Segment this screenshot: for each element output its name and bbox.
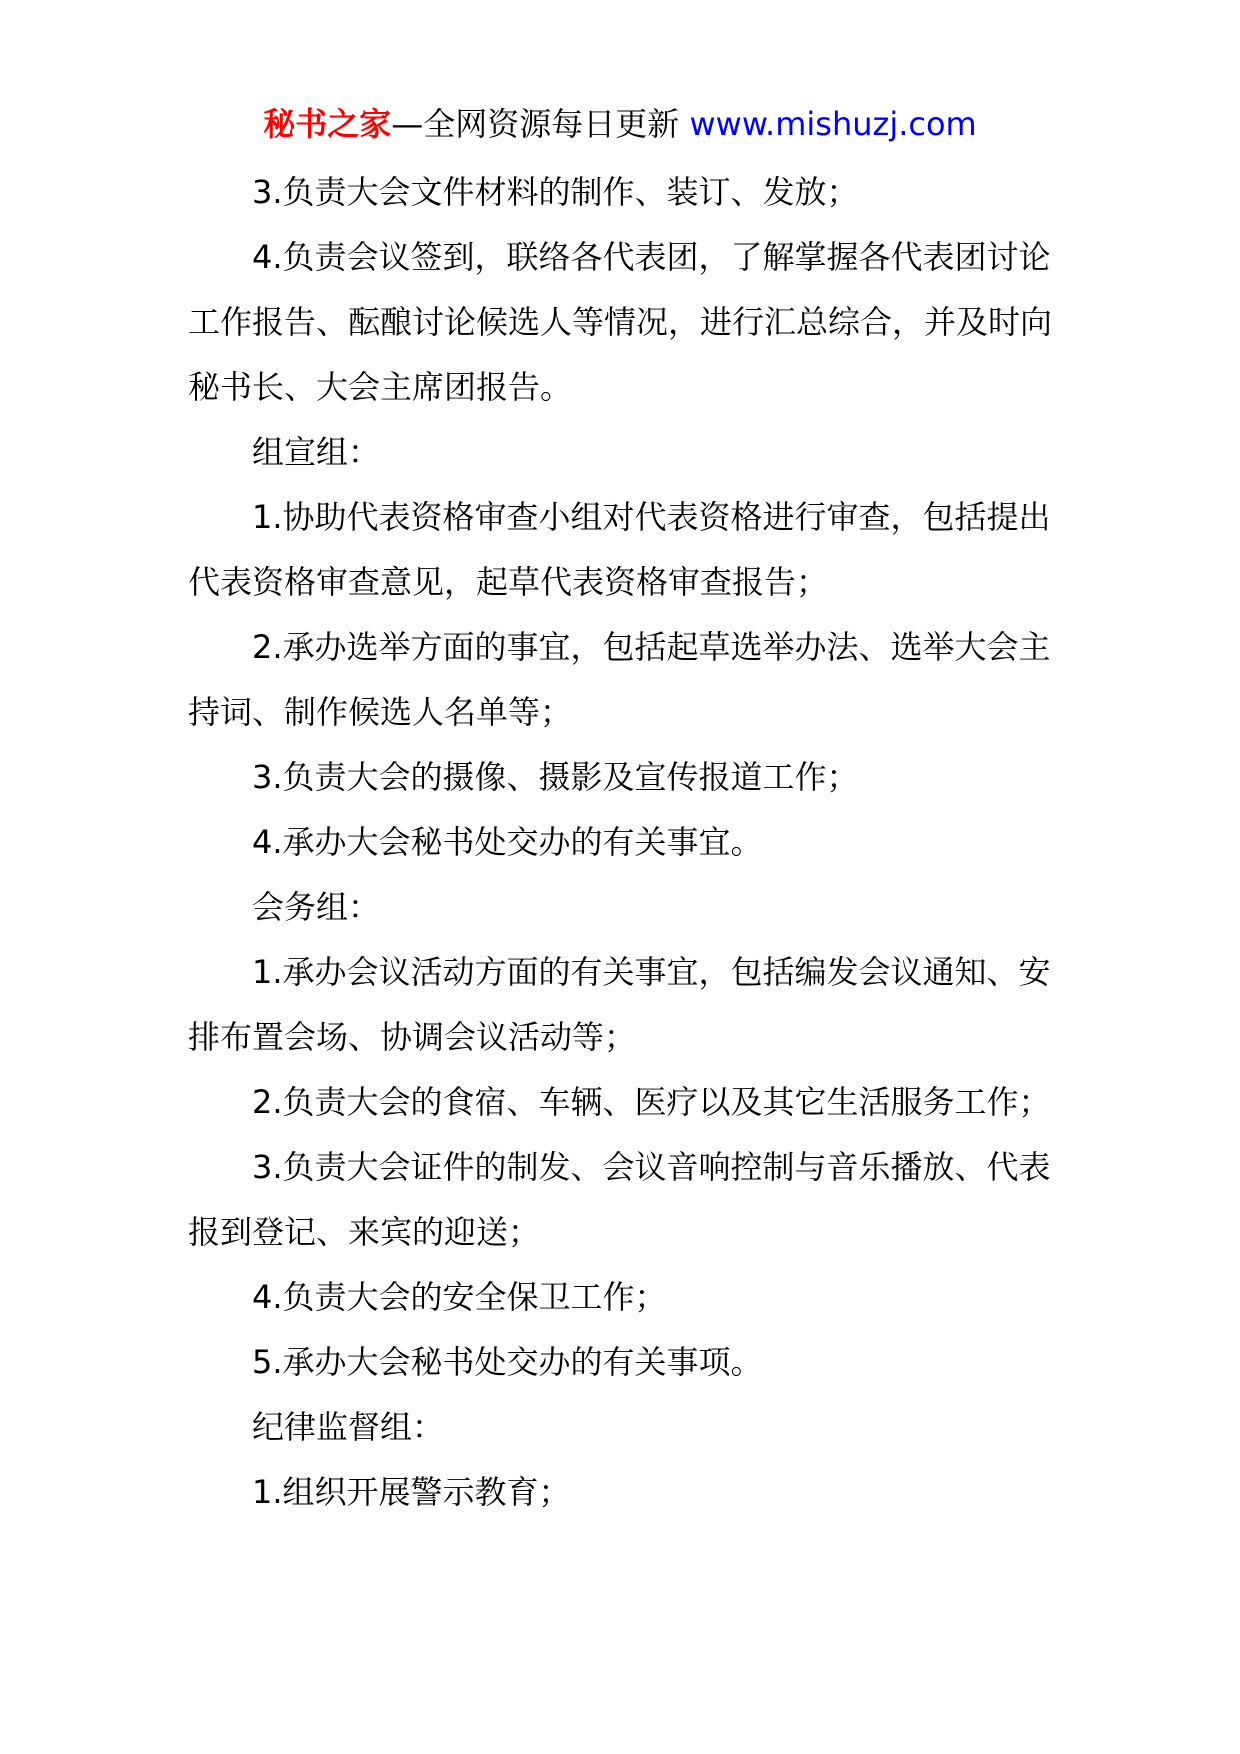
document-body bbox=[188, 160, 1068, 1525]
paragraph-item: 3.负责大会的摄像、摄影及宣传报道工作； bbox=[252, 758, 859, 796]
paragraph-item: 5.承办大会秘书处交办的有关事项。 bbox=[252, 1343, 763, 1381]
paragraph-item: 3.负责大会文件材料的制作、装订、发放； bbox=[252, 173, 859, 211]
paragraph-item: 2.承办选举方面的事宜，包括起草选举办法、选举大会主持词、制作候选人名单等； bbox=[188, 628, 1051, 731]
paragraph-item: 4.负责会议签到，联络各代表团，了解掌握各代表团讨论工作报告、酝酿讨论候选人等情况，进行汇总综合，并及时向秘书长、大会主席团报告。 bbox=[188, 238, 1053, 406]
section-heading-zuxuan: 组宣组： bbox=[252, 433, 381, 471]
paragraph-item: 4.负责大会的安全保卫工作； bbox=[252, 1278, 667, 1316]
site-url-link[interactable]: www.mishuzj.com bbox=[689, 105, 977, 143]
site-tagline: —全网资源每日更新 bbox=[391, 105, 690, 143]
site-brand: 秘书之家 bbox=[263, 105, 392, 143]
paragraph-item: 1.协助代表资格审查小组对代表资格进行审查，包括提出代表资格审查意见，起草代表资格审查报告； bbox=[188, 498, 1051, 601]
paragraph-item: 1.承办会议活动方面的有关事宜，包括编发会议通知、安排布置会场、协调会议活动等； bbox=[188, 953, 1051, 1056]
paragraph-item: 1.组织开展警示教育； bbox=[252, 1473, 571, 1511]
paragraph-item: 4.承办大会秘书处交办的有关事宜。 bbox=[252, 823, 763, 861]
section-heading-huiwu: 会务组： bbox=[252, 888, 381, 926]
paragraph-item: 2.负责大会的食宿、车辆、医疗以及其它生活服务工作； bbox=[252, 1083, 1051, 1121]
paragraph-item: 3.负责大会证件的制发、会议音响控制与音乐播放、代表报到登记、来宾的迎送； bbox=[188, 1148, 1051, 1251]
site-header bbox=[0, 100, 1240, 148]
section-heading-jilv: 纪律监督组： bbox=[252, 1408, 445, 1446]
